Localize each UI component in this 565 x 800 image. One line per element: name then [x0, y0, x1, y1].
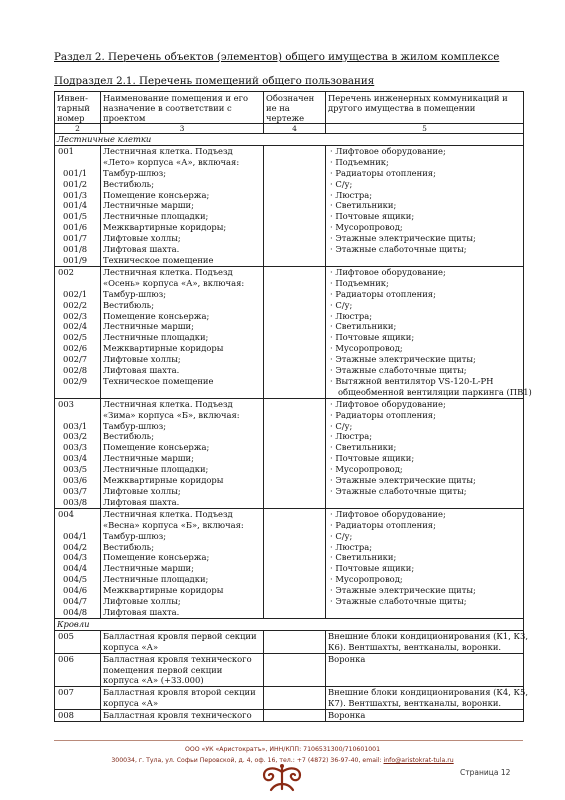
inventory-number: 003/2	[63, 431, 88, 442]
header-line: проектом	[103, 113, 146, 123]
premises-name-cell	[101, 398, 264, 508]
subsection-heading: Подраздел 2.1. Перечень помещений общего пользования	[54, 75, 375, 87]
premises-name-line: Вестибюль;	[103, 178, 155, 189]
premises-name-line: Вестибюль;	[103, 299, 155, 310]
premises-name-line: Лифтовая шахта.	[103, 496, 180, 507]
equipment-text: Воронка	[328, 653, 366, 664]
premises-name-line: Лифтовые холлы;	[103, 354, 181, 365]
drawing-designation-cell	[264, 687, 326, 710]
equipment-cell	[326, 687, 529, 710]
equipment-item: · Лифтовое оборудование;	[330, 509, 521, 520]
inventory-number: 001/3	[63, 189, 88, 200]
premises-name-line: Межквартирные коридоры	[103, 343, 224, 354]
inventory-number: 001	[58, 145, 74, 156]
inventory-number-cell	[55, 710, 101, 722]
premises-name-line: Балластная кровля технического	[103, 710, 252, 721]
drawing-designation-cell	[264, 653, 326, 687]
equipment-item: · Подъемник;	[330, 278, 521, 289]
premises-name-line: Лестничные марши;	[103, 321, 194, 332]
inventory-number	[63, 278, 98, 289]
equipment-item: · Люстра;	[330, 542, 521, 553]
inventory-number: 001/5	[63, 211, 88, 222]
premises-name-line: Тамбур-шлюз;	[103, 167, 167, 178]
column-number: 4	[264, 124, 326, 134]
inventory-number: 002/8	[63, 365, 88, 376]
premises-name-line: Лифтовая шахта.	[103, 606, 180, 617]
equipment-item: · Подъемник;	[330, 157, 521, 168]
equipment-item: · Мусоропровод;	[330, 574, 521, 585]
equipment-item: · Этажные электрические щиты;	[330, 354, 521, 365]
premises-name-cell	[101, 687, 264, 710]
premises-name-line: корпуса «А»	[103, 698, 159, 709]
header-cell	[264, 92, 326, 124]
inventory-number: 004	[58, 508, 74, 519]
inventory-number: 001/2	[63, 178, 88, 189]
table-row	[55, 653, 524, 687]
table-row	[55, 508, 524, 618]
premises-name-line: Балластная кровля второй секции	[103, 687, 256, 698]
premises-name-line: Межквартирные коридоры	[103, 475, 224, 486]
section-title: Кровли	[55, 618, 524, 630]
inventory-number: 004/8	[63, 606, 88, 617]
inventory-number: 002/9	[63, 375, 88, 386]
footer-address: 300034, г. Тула, ул. Софьи Перовской, д. 4, оф. 16, тел.: +7 (4872) 36-97-40, email:	[111, 757, 384, 764]
equipment-item: · Этажные слаботочные щиты;	[330, 365, 521, 376]
equipment-item: · Лифтовое оборудование;	[330, 146, 521, 157]
premises-name-line: Лифтовые холлы;	[103, 486, 181, 496]
inventory-number: 002/3	[63, 310, 88, 321]
equipment-text: К7). Вентшахты, вентканалы, воронки.	[328, 698, 502, 709]
equipment-item: · Этажные слаботочные щиты;	[330, 244, 521, 255]
equipment-item: · Этажные слаботочные щиты;	[330, 596, 521, 607]
inventory-number-cell	[55, 266, 101, 398]
premises-name-line: Лестничные площадки;	[103, 464, 209, 475]
page-number: Страница 12	[460, 768, 511, 777]
column-number: 2	[55, 124, 101, 134]
premises-name-line: Лестничная клетка. Подъезд	[103, 266, 233, 277]
drawing-designation-cell	[264, 710, 326, 722]
equipment-item: · Лифтовое оборудование;	[330, 267, 521, 278]
inventory-number: 004/2	[63, 541, 88, 552]
header-line: Инвен-	[57, 93, 88, 103]
inventory-number: 004/4	[63, 563, 88, 574]
header-line: другого имущества в помещении	[328, 103, 476, 113]
table-row	[55, 687, 524, 710]
equipment-item: · Почтовые ящики;	[330, 332, 521, 343]
inventory-number: 003	[58, 398, 74, 409]
equipment-item: · Этажные электрические щиты;	[330, 233, 521, 244]
premises-name-line: Вестибюль;	[103, 541, 155, 552]
equipment-item: · Лифтовое оборудование;	[330, 399, 521, 410]
inventory-number: 004/5	[63, 574, 88, 585]
drawing-designation-cell	[264, 145, 326, 266]
inventory-number: 003/5	[63, 464, 88, 475]
header-line: чертеже	[266, 113, 305, 123]
header-cell	[326, 92, 524, 124]
inventory-number: 004/1	[63, 530, 88, 541]
inventory-number: 004/7	[63, 596, 88, 607]
header-line: Обозначен	[266, 93, 315, 103]
premises-name-line: Техническое помещение	[103, 375, 214, 386]
equipment-text: К6). Вентшахты, вентканалы, воронки.	[328, 641, 502, 652]
premises-name-line: «Лето» корпуса «А», включая:	[103, 156, 240, 167]
equipment-cell	[326, 508, 524, 618]
inventory-number-cell	[55, 398, 101, 508]
equipment-item: · Радиаторы отопления;	[330, 168, 521, 179]
equipment-item: · Люстра;	[330, 431, 521, 442]
equipment-cell	[326, 145, 524, 266]
table-row	[55, 145, 524, 266]
premises-name-line: Лестничные марши;	[103, 453, 194, 464]
equipment-item: · Мусоропровод;	[330, 222, 521, 233]
header-line: ие на	[266, 103, 290, 113]
equipment-item: · Радиаторы отопления;	[330, 289, 521, 300]
equipment-item: · Светильники;	[330, 321, 521, 332]
equipment-item: · Этажные слаботочные щиты;	[330, 486, 521, 497]
table-row	[55, 710, 524, 722]
premises-name-line: «Осень» корпуса «А», включая:	[103, 277, 245, 288]
equipment-item: · Этажные электрические щиты;	[330, 585, 521, 596]
equipment-item: · Почтовые ящики;	[330, 453, 521, 464]
inventory-number: 002/4	[63, 321, 88, 332]
equipment-cell	[326, 710, 524, 722]
equipment-text: Воронка	[328, 710, 366, 721]
section-title: Лестничные клетки	[55, 134, 524, 146]
equipment-item: · Светильники;	[330, 442, 521, 453]
premises-name-line: Тамбур-шлюз;	[103, 420, 167, 431]
inventory-number: 001/6	[63, 222, 88, 233]
premises-name-line: Балластная кровля технического	[103, 653, 252, 664]
premises-name-line: Балластная кровля первой секции	[103, 630, 257, 641]
premises-name-line: Лестничные площадки;	[103, 574, 209, 585]
inventory-number	[63, 520, 98, 531]
header-line: Наименование помещения и его	[103, 93, 249, 103]
inventory-number: 002/6	[63, 343, 88, 354]
ornament-logo-icon	[256, 762, 308, 792]
inventory-number: 007	[58, 687, 74, 698]
table-row	[55, 630, 524, 653]
header-line: Перечень инженерных коммуникаций и	[328, 93, 508, 103]
premises-name-line: Лифтовые холлы;	[103, 596, 181, 607]
premises-name-line: Лифтовая шахта.	[103, 244, 180, 255]
equipment-item: · Почтовые ящики;	[330, 211, 521, 222]
equipment-item: · Светильники;	[330, 552, 521, 563]
premises-name-cell	[101, 266, 264, 398]
equipment-cell	[326, 398, 524, 508]
column-number: 5	[326, 124, 524, 134]
equipment-item: · Мусоропровод;	[330, 343, 521, 354]
inventory-number: 002/1	[63, 288, 88, 299]
inventory-number: 003/1	[63, 420, 88, 431]
equipment-text: Внешние блоки кондиционирования (К4, К5,	[328, 687, 529, 698]
footer-company-line: ООО «УК «Аристократъ», ИНН/КПП: 7106531300/710601001	[184, 746, 381, 753]
equipment-item: общеобменной вентиляции паркинга (ПВ1)	[338, 386, 532, 397]
inventory-number-cell	[55, 508, 101, 618]
inventory-number: 003/4	[63, 453, 88, 464]
premises-name-cell	[101, 508, 264, 618]
equipment-item: · Люстра;	[330, 190, 521, 201]
premises-name-cell	[101, 145, 264, 266]
inventory-number: 001/4	[63, 200, 88, 211]
premises-name-line: Межквартирные коридоры;	[103, 222, 227, 233]
drawing-designation-cell	[264, 266, 326, 398]
premises-name-line: Межквартирные коридоры	[103, 585, 224, 596]
equipment-item: · Мусоропровод;	[330, 464, 521, 475]
premises-name-line: Лестничная клетка. Подъезд	[103, 508, 233, 519]
inventory-number: 002/2	[63, 299, 88, 310]
section-row	[55, 618, 524, 630]
inventory-number: 006	[58, 653, 74, 664]
inventory-number: 001/8	[63, 244, 88, 255]
equipment-item: · Люстра;	[330, 311, 521, 322]
premises-name-line: Лестничные марши;	[103, 200, 194, 211]
equipment-cell	[326, 653, 524, 687]
equipment-item: · С/у;	[330, 531, 521, 542]
premises-name-line: Лестничная клетка. Подъезд	[103, 145, 233, 156]
premises-name-line: «Зима» корпуса «Б», включая:	[103, 409, 240, 420]
premises-name-line: Помещение консьержа;	[103, 552, 210, 563]
inventory-number: 003/7	[63, 486, 88, 496]
equipment-item: · Радиаторы отопления;	[330, 410, 521, 421]
inventory-number-cell	[55, 653, 101, 687]
equipment-item: · Этажные электрические щиты;	[330, 475, 521, 486]
equipment-cell	[326, 266, 532, 398]
premises-name-line: Помещение консьержа;	[103, 310, 210, 321]
column-number-row	[55, 124, 524, 134]
table-header-row	[55, 92, 524, 124]
drawing-designation-cell	[264, 508, 326, 618]
premises-name-line: Лифтовая шахта.	[103, 365, 180, 376]
inventory-number-cell	[55, 630, 101, 653]
inventory-number-cell	[55, 145, 101, 266]
section-row	[55, 134, 524, 146]
equipment-item: · Вытяжной вентилятор VS-120-L-PH	[330, 376, 521, 387]
table-row	[55, 398, 524, 508]
premises-name-line: Лестничная клетка. Подъезд	[103, 398, 233, 409]
premises-name-cell	[101, 630, 264, 653]
header-cell	[101, 92, 264, 124]
premises-name-line: Вестибюль;	[103, 431, 155, 442]
premises-name-line: Лестничные площадки;	[103, 332, 209, 343]
equipment-cell	[326, 630, 529, 653]
premises-name-line: корпуса «А» (+33.000)	[103, 675, 204, 686]
inventory-number: 001/9	[63, 254, 88, 265]
inventory-number	[63, 157, 98, 168]
equipment-item: · Радиаторы отопления;	[330, 520, 521, 531]
section-heading: Раздел 2. Перечень объектов (элементов) общего имущества в жилом комплексе	[54, 51, 500, 63]
drawing-designation-cell	[264, 398, 326, 508]
equipment-item: · С/у;	[330, 300, 521, 311]
premises-name-cell	[101, 653, 264, 687]
inventory-number: 002	[58, 266, 74, 277]
inventory-number: 004/3	[63, 552, 88, 563]
table-body	[55, 134, 532, 722]
inventory-number: 001/7	[63, 233, 88, 244]
premises-name-line: корпуса «А»	[103, 641, 159, 652]
premises-name-line: Тамбур-шлюз;	[103, 530, 167, 541]
inventory-number: 004/6	[63, 585, 88, 596]
inventory-number	[63, 410, 98, 421]
drawing-designation-cell	[264, 630, 326, 653]
premises-name-line: Помещение консьержа;	[103, 442, 210, 453]
inventory-number: 003/8	[63, 496, 88, 507]
inventory-number-cell	[55, 687, 101, 710]
premises-name-line: Техническое помещение	[103, 254, 214, 265]
premises-name-line: «Весна» корпуса «Б», включая:	[103, 519, 244, 530]
inventory-number: 005	[58, 630, 74, 641]
header-line: тарный	[57, 103, 90, 113]
header-line: назначение в соответствии с	[103, 103, 232, 113]
equipment-text: Внешние блоки кондиционирования (К1, К3,	[328, 630, 529, 641]
inventory-number: 003/6	[63, 475, 88, 486]
premises-name-cell	[101, 710, 264, 722]
equipment-item: · Светильники;	[330, 200, 521, 211]
inventory-number: 002/7	[63, 354, 88, 365]
table-row	[55, 266, 524, 398]
premises-name-line: Помещение консьержа;	[103, 189, 210, 200]
premises-name-line: Лестничные марши;	[103, 563, 194, 574]
equipment-item: · С/у;	[330, 179, 521, 190]
premises-name-line: Тамбур-шлюз;	[103, 288, 167, 299]
common-premises-table	[54, 91, 532, 722]
inventory-number: 003/3	[63, 442, 88, 453]
header-line: номер	[57, 113, 85, 123]
footer-email-link[interactable]: info@aristokrat-tula.ru	[383, 757, 454, 764]
premises-name-line: помещения первой секции	[103, 664, 223, 675]
footer-divider	[54, 740, 523, 741]
header-cell	[55, 92, 101, 124]
inventory-number: 001/1	[63, 167, 88, 178]
premises-name-line: Лестничные площадки;	[103, 211, 209, 222]
premises-name-line: Лифтовые холлы;	[103, 233, 181, 244]
equipment-item: · Почтовые ящики;	[330, 563, 521, 574]
inventory-number: 002/5	[63, 332, 88, 343]
inventory-number: 008	[58, 710, 74, 721]
equipment-item: · С/у;	[330, 421, 521, 432]
column-number: 3	[101, 124, 264, 134]
